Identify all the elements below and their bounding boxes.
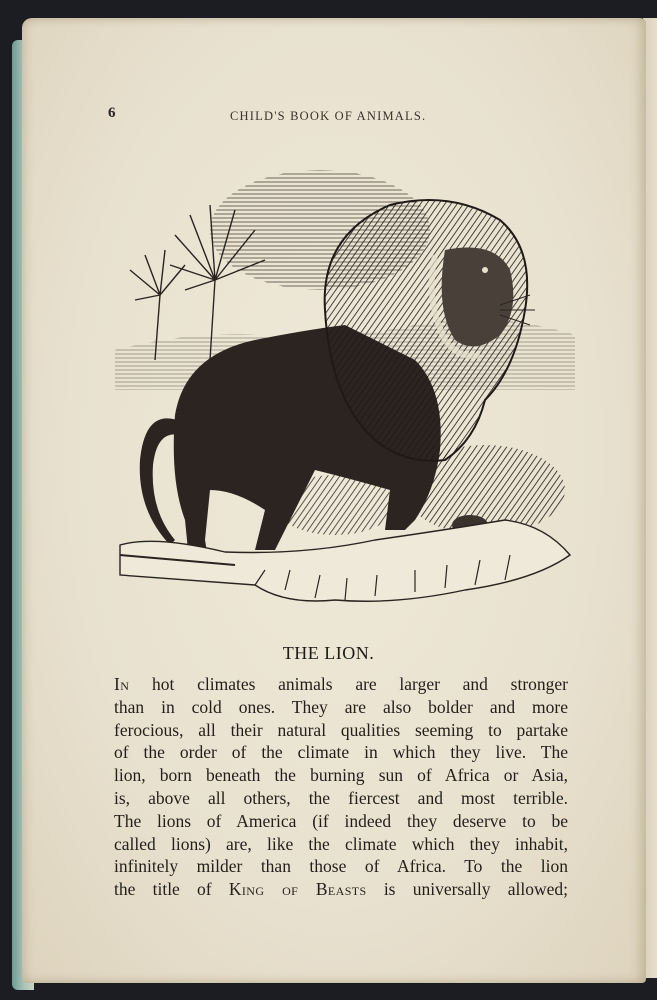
- text-run: infinitely milder than those of Africa. To the lion: [114, 856, 568, 877]
- chapter-title: THE LION.: [282, 643, 375, 663]
- text-line: [114, 673, 568, 696]
- text-run: of the order of the climate in which they live. The: [114, 742, 568, 763]
- small-caps-text: In: [114, 674, 130, 694]
- page-number: 6: [108, 105, 116, 121]
- text-line: [114, 833, 568, 856]
- text-run: ferocious, all their natural qualities seeming to partake: [114, 719, 568, 740]
- small-caps-text: King of Beasts: [228, 879, 367, 900]
- text-run: lion, born beneath the burning sun of Africa or Asia,: [114, 765, 568, 786]
- text-line: [114, 719, 568, 742]
- text-run: than in cold ones. They are also bolder and more: [114, 696, 568, 717]
- text-run: is, above all others, the fiercest and most terrible.: [114, 787, 568, 808]
- text-line: [114, 764, 568, 787]
- text-run: hot climates animals are larger and stronger: [129, 674, 568, 694]
- running-head: CHILD'S BOOK OF ANIMALS.: [230, 109, 427, 123]
- text-line: [114, 878, 568, 901]
- body-paragraph: [114, 673, 568, 901]
- text-line: [114, 787, 568, 810]
- lion-illustration: [115, 160, 575, 620]
- text-run: called lions) are, like the climate which they inhabit,: [114, 833, 568, 854]
- text-line: [114, 696, 568, 719]
- text-run: is universally allowed;: [366, 879, 568, 900]
- text-line: [114, 741, 568, 764]
- text-line: [114, 810, 568, 833]
- text-run: the title of: [114, 879, 229, 900]
- text-line: [114, 855, 568, 878]
- text-run: The lions of America (if indeed they deserve to be: [114, 810, 568, 831]
